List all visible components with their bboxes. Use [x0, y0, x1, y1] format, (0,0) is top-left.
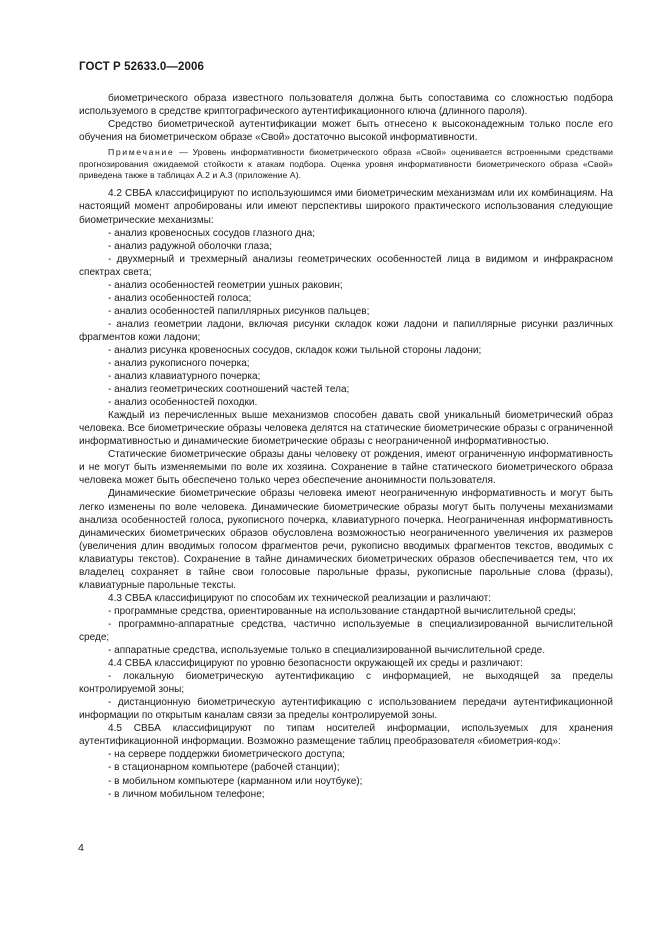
- list-item: - анализ геометрии ладони, включая рисунки складок кожи ладони и папиллярные рисунки различных фрагментов кожи ладони;: [79, 318, 613, 343]
- list-item: - анализ кровеносных сосудов глазного дна;: [108, 227, 316, 239]
- list-item: - на сервере поддержки биометрического доступа;: [108, 749, 345, 761]
- list-item: - в стационарном компьютере (рабочей станции);: [108, 762, 340, 774]
- list-item: - программные средства, ориентированные на использование стандартной вычислительной среды;: [108, 605, 576, 617]
- list-item: - анализ особенностей голоса;: [108, 292, 252, 304]
- list-item: - анализ геометрических соотношений частей тела;: [108, 384, 350, 396]
- continued-paragraph: биометрического образа известного пользователя должна быть сопоставима со сложностью подбора используемого в средстве криптографического аутентификационного ключа (длинного пароля).: [79, 93, 613, 118]
- list-item: - анализ рукописного почерка;: [108, 358, 250, 370]
- paragraph: Статические биометрические образы даны человеку от рождения, имеют ограниченную информативность и не могут быть изменяемыми по воле их хозяина. Сохранение в тайне статического биометрического образа человека может быть обеспечено только через обеспечение анонимности пользователя.: [79, 449, 613, 487]
- list-item: - дистанционную биометрическую аутентификацию с использованием передачи аутентификационной информации по открытым каналам связи за пределы контролируемой зоны.: [79, 697, 613, 722]
- note-text: — Уровень информативности биометрического образа «Свой» оценивается встроенными средствами прогнозирования ожидаемой стойкости к атакам подбора. Оценка уровня информативности биометрического образа «Свой» приведена также в таблицах А.2 и А.3 (приложение А).: [79, 147, 613, 180]
- paragraph: Динамические биометрические образы человека имеют неограниченную информативность и могут быть легко изменены по воле человека. Динамические биометрические образы могут быть получены механизмами анализа особенностей голоса, рукописного почерка, клавиатурного почерка. Неограниченная информативность динамических биометрических образов обусловлена возможностью неограниченного увеличения их размеров (увеличения длин вводимых голосом фрагментов речи, рукописно вводимых фрагментов текстов, вводимых с клавиатуры текстов). Сохранение в тайне динамических биометрических образов обеспечивается тем, что их владелец сохраняет в тайне свои голосовые парольные фразы, рукописные парольные слова (фразы), клавиатурные парольные тексты.: [79, 488, 613, 591]
- list-item: - в личном мобильном телефоне;: [108, 788, 265, 800]
- paragraph: 4.2 СВБА классифицируют по используюшимся ими биометрическим механизмам или их комбинациям. На настоящий момент апробированы или имеют перспективы широкого практического использования следующие биометрические механизмы:: [79, 188, 613, 226]
- list-item: - анализ особенностей походки.: [108, 397, 258, 409]
- paragraph: Средство биометрической аутентификации может быть отнесено к высоконадежным только после его обучения на биометрическом образе «Свой» достаточно высокой информативности.: [79, 119, 613, 144]
- list-item: - аппаратные средства, используемые только в специализированной вычислительной среде.: [108, 645, 546, 657]
- paragraph: 4.3 СВБА классифицируют по способам их технической реализации и различают:: [108, 592, 492, 604]
- list-item: - программно-аппаратные средства, частично используемые в специализированной вычислительной среде;: [79, 618, 613, 643]
- list-item: - в мобильном компьютере (карманном или ноутбуке);: [108, 775, 363, 787]
- list-item: - двухмерный и трехмерный анализы геометрических особенностей лица в видимом и инфракрасном спектрах света;: [79, 253, 613, 278]
- document-header: ГОСТ Р 52633.0—2006: [79, 61, 204, 73]
- paragraph: 4.4 СВБА классифицируют по уровню безопасности окружающей их среды и различают:: [108, 658, 523, 670]
- list-item: - анализ клавиатурного почерка;: [108, 371, 261, 383]
- document-body: [79, 92, 613, 801]
- list-item: - анализ рисунка кровеносных сосудов, складок кожи тыльной стороны ладони;: [108, 344, 482, 356]
- page-number: 4: [78, 842, 84, 854]
- list-item: - локальную биометрическую аутентификацию с информацией, не выходящей за пределы контролируемой зоны;: [79, 671, 613, 696]
- note-paragraph: [79, 147, 613, 181]
- list-item: - анализ особенностей папиллярных рисунков пальцев;: [108, 305, 370, 317]
- list-item: - анализ радужной оболочки глаза;: [108, 240, 273, 252]
- paragraph: 4.5 СВБА классифицируют по типам носителей информации, используемых для хранения аутентификационной информации. Возможно размещение таблиц преобразователя «биометрия-код»:: [79, 723, 613, 748]
- note-label: Примечание: [108, 147, 175, 158]
- paragraph: Каждый из перечисленных выше механизмов способен давать свой уникальный биометрический образ человека. Все биометрические образы человека делятся на статические биометрические образы с ограниченной информативностью и динамические биометрические образы с неограниченной информативностью.: [79, 410, 613, 448]
- list-item: - анализ особенностей геометрии ушных раковин;: [108, 279, 343, 291]
